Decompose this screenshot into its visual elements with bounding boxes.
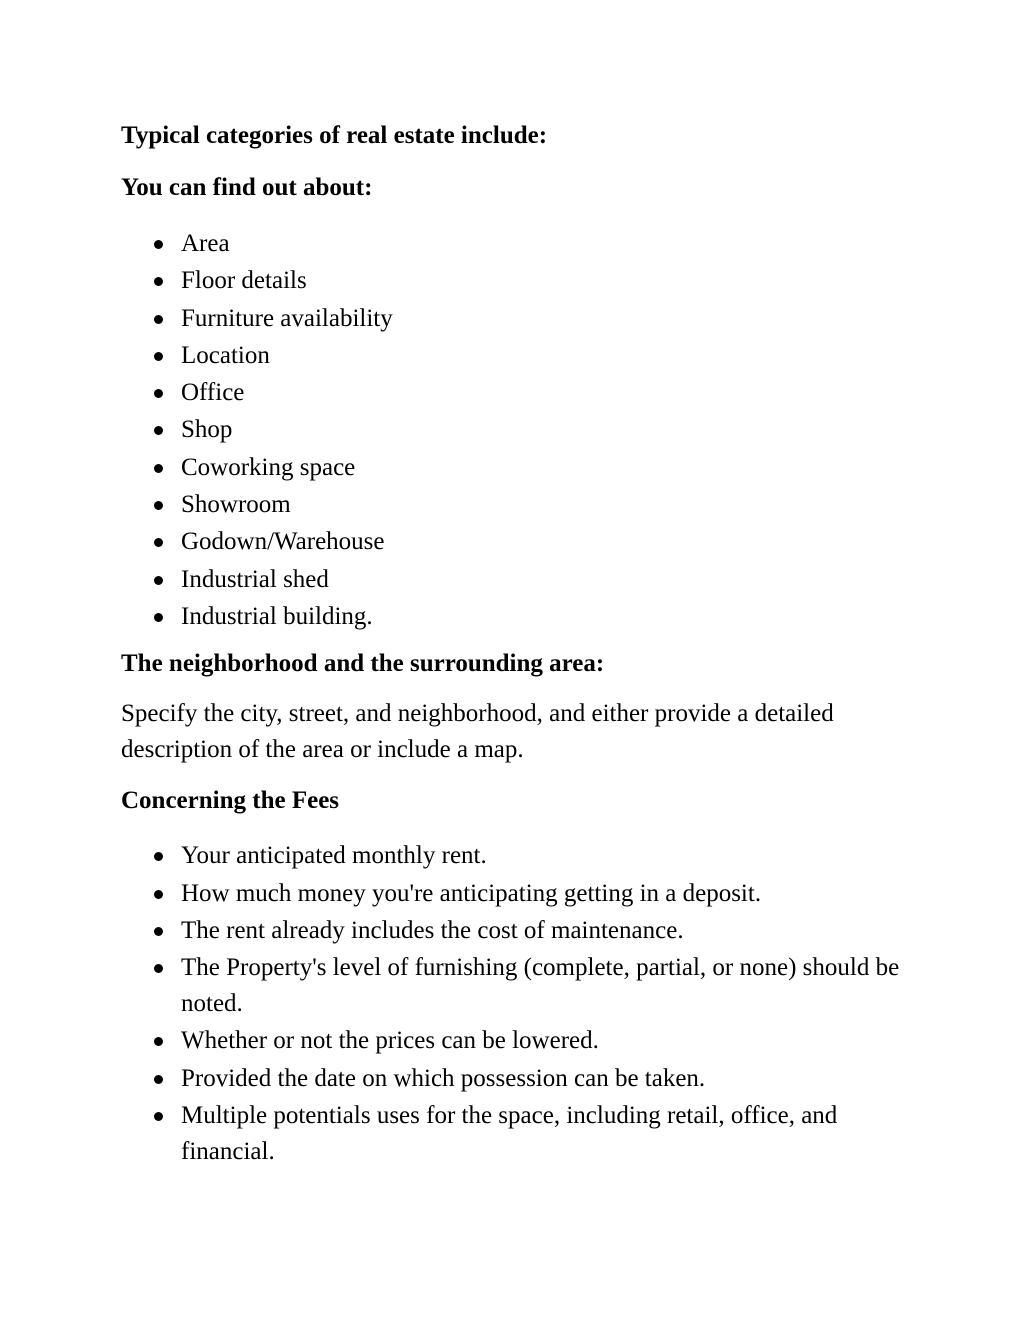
list-item: Office (121, 374, 901, 411)
bullet-icon (154, 890, 163, 899)
heading-neighborhood: The neighborhood and the surrounding area: (121, 650, 605, 678)
list-item: Your anticipated monthly rent. (121, 838, 901, 874)
list-item: Godown/Warehouse (121, 523, 901, 560)
bullet-icon (154, 576, 163, 585)
bullet-icon (154, 852, 163, 861)
document-page (121, 120, 901, 1171)
bullet-icon (154, 464, 163, 473)
list-item: The rent already includes the cost of maintenance. (121, 913, 901, 949)
bullet-icon (154, 501, 163, 510)
bullet-icon (154, 1075, 163, 1084)
list-item: Industrial shed (121, 561, 901, 598)
list-item: Furniture availability (121, 300, 901, 337)
bullet-icon (154, 389, 163, 398)
list-item: Area (121, 225, 901, 262)
bullet-icon (154, 240, 163, 249)
list-item: Multiple potentials uses for the space, including retail, office, and financial. (121, 1098, 901, 1169)
list-item: Coworking space (121, 449, 901, 486)
neighborhood-paragraph: Specify the city, street, and neighborhood, and either provide a detailed description of the area or include a map. (121, 700, 834, 764)
heading-categories: Typical categories of real estate include: (121, 122, 548, 149)
find-out-list (121, 225, 901, 635)
bullet-icon (154, 315, 163, 324)
bullet-icon (154, 1112, 163, 1121)
list-item: Shop (121, 411, 901, 448)
list-item: Whether or not the prices can be lowered. (121, 1023, 901, 1059)
list-item: Provided the date on which possession can be taken. (121, 1061, 901, 1097)
bullet-icon (154, 426, 163, 435)
heading-fees: Concerning the Fees (121, 787, 340, 815)
bullet-icon (154, 964, 163, 973)
list-item: Showroom (121, 486, 901, 523)
list-item: Industrial building. (121, 598, 901, 635)
bullet-icon (154, 1037, 163, 1046)
fees-list (121, 838, 901, 1169)
bullet-icon (154, 927, 163, 936)
bullet-icon (154, 352, 163, 361)
heading-find-out: You can find out about: (121, 174, 373, 201)
list-item: The Property's level of furnishing (complete, partial, or none) should be noted. (121, 950, 901, 1021)
list-item: Location (121, 337, 901, 374)
list-item: Floor details (121, 262, 901, 299)
bullet-icon (154, 538, 163, 547)
list-item: How much money you're anticipating getting in a deposit. (121, 876, 901, 912)
bullet-icon (154, 277, 163, 286)
bullet-icon (154, 613, 163, 622)
